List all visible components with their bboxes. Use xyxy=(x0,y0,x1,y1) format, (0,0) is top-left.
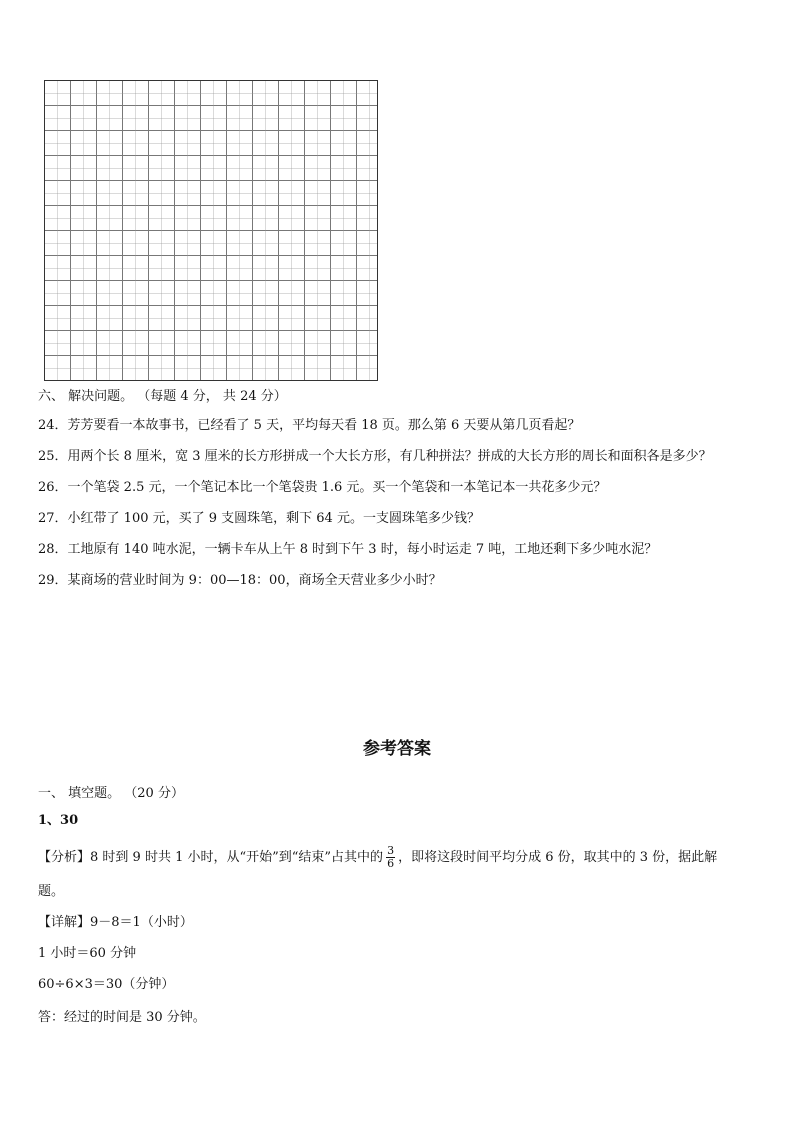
detail-line-3: 60÷6×3＝30（分钟） xyxy=(38,977,175,992)
question-28: 28．工地原有 140 吨水泥，一辆卡车从上午 8 时到下午 3 时，每小时运走 7 吨，工地还剩下多少吨水泥？ xyxy=(38,542,658,557)
question-24: 24．芳芳要看一本故事书，已经看了 5 天，平均每天看 18 页。那么第 6 天要从第几页看起？ xyxy=(38,418,581,433)
section-6-heading: 六、 解决问题。 （每题 4 分， 共 24 分） xyxy=(38,389,287,404)
fraction xyxy=(386,845,395,870)
analysis-line xyxy=(38,843,717,873)
question-27: 27．小红带了 100 元，买了 9 支圆珠笔，剩下 64 元。一支圆珠笔多少钱？ xyxy=(38,511,480,526)
analysis-text-after: ，即将这段时间平均分成 6 份，取其中的 3 份，据此解 xyxy=(398,850,718,865)
question-25: 25．用两个长 8 厘米，宽 3 厘米的长方形拼成一个大长方形，有几种拼法？拼成的大长方形的周长和面积各是多少？ xyxy=(38,449,712,464)
question-26: 26．一个笔袋 2.5 元，一个笔记本比一个笔袋贵 1.6 元。买一个笔袋和一本笔记本一共花多少元？ xyxy=(38,480,607,495)
answer-1: 1、30 xyxy=(38,813,79,828)
writing-grid xyxy=(44,80,378,381)
final-answer: 答：经过的时间是 30 分钟。 xyxy=(38,1010,206,1025)
detail-line-2: 1 小时＝60 分钟 xyxy=(38,946,137,961)
answers-title: 参考答案 xyxy=(363,739,431,759)
question-29: 29．某商场的营业时间为 9：00—18：00，商场全天营业多少小时？ xyxy=(38,573,442,588)
fraction-denominator: 6 xyxy=(387,857,395,870)
analysis-text-before: 【分析】8 时到 9 时共 1 小时，从“开始”到“结束”占其中的 xyxy=(38,850,384,865)
detail-line-1: 【详解】9－8＝1（小时） xyxy=(38,915,193,930)
grid-guide-lines xyxy=(45,81,377,380)
section-1-heading: 一、 填空题。 （20 分） xyxy=(38,786,184,801)
fraction-numerator: 3 xyxy=(387,844,395,857)
analysis-continued: 题。 xyxy=(38,884,65,899)
